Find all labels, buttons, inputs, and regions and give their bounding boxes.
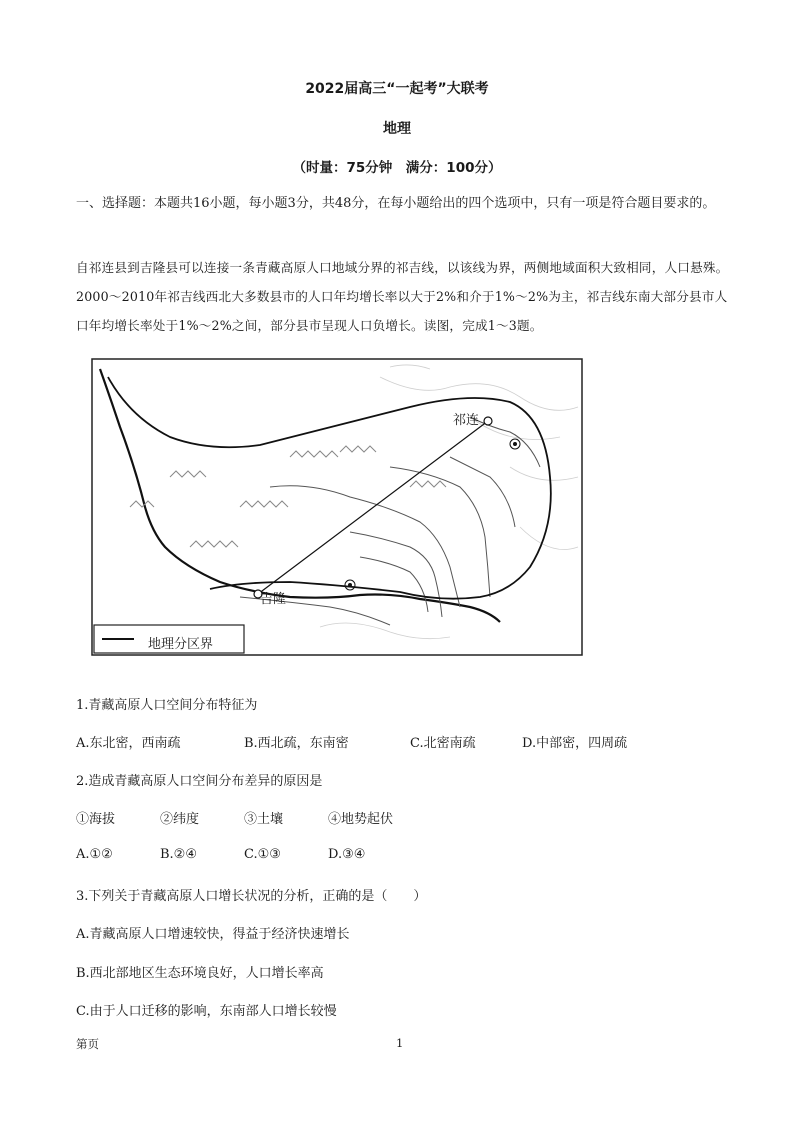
q3-option-a[interactable]: A.青藏高原人口增速较快，得益于经济快速增长	[76, 927, 350, 942]
time-score: （时量：75分钟 满分：100分）	[292, 160, 502, 176]
page-number: 1	[396, 1036, 404, 1050]
q2-factor-4: ④地势起伏	[328, 812, 394, 827]
subject-title: 地理	[383, 121, 411, 137]
map-frame	[92, 359, 582, 655]
q2-option-a[interactable]: A.①②	[76, 847, 113, 862]
label-jilong: 吉隆	[260, 592, 287, 607]
question-1-stem: 1.青藏高原人口空间分布特征为	[76, 698, 258, 713]
qilian-marker	[484, 417, 492, 425]
q1-option-a[interactable]: A.东北密，西南疏	[76, 736, 181, 751]
label-qilian: 祁连	[453, 413, 480, 428]
q1-option-c[interactable]: C.北密南疏	[410, 736, 476, 751]
q1-option-d[interactable]: D.中部密，四周疏	[522, 736, 628, 751]
exam-title: 2022届高三“一起考”大联考	[305, 81, 489, 97]
q1-option-b[interactable]: B.西北疏，东南密	[244, 736, 349, 751]
footer-left: 第页	[76, 1037, 99, 1051]
question-3-stem: 3.下列关于青藏高原人口增长状况的分析，正确的是（ ）	[76, 889, 427, 904]
q2-option-c[interactable]: C.①③	[244, 847, 281, 862]
city-dot-2	[348, 583, 352, 587]
passage-text: 自祁连县到吉隆县可以连接一条青藏高原人口地域分界的祁吉线，以该线为界，两侧地域面积大致相同，人口悬殊。2000～2010年祁吉线西北大多数县市的人口年均增长率以大于2%和介于1%～2%为主，祁吉线东南大部分县市人口年均增长率处于1%～2%之间，部分县市呈现人口负增长。读图，完成1～3题。	[76, 260, 729, 333]
section-instructions: 一、选择题：本题共16小题，每小题3分，共48分，在每小题给出的四个选项中，只有一项是符合题目要求的。	[76, 196, 716, 211]
legend-label: 地理分区界	[148, 637, 214, 652]
q2-option-b[interactable]: B.②④	[160, 847, 197, 862]
map-svg	[90, 357, 584, 657]
q2-factor-1: ①海拔	[76, 812, 116, 827]
q2-factor-2: ②纬度	[160, 812, 200, 827]
q3-option-c[interactable]: C.由于人口迁移的影响，东南部人口增长较慢	[76, 1004, 337, 1019]
question-2-stem: 2.造成青藏高原人口空间分布差异的原因是	[76, 774, 323, 789]
map-figure	[90, 357, 584, 657]
q3-option-b[interactable]: B.西北部地区生态环境良好，人口增长率高	[76, 966, 324, 981]
q2-option-d[interactable]: D.③④	[328, 847, 366, 862]
q2-factor-3: ③土壤	[244, 812, 284, 827]
city-dot-1	[513, 442, 517, 446]
